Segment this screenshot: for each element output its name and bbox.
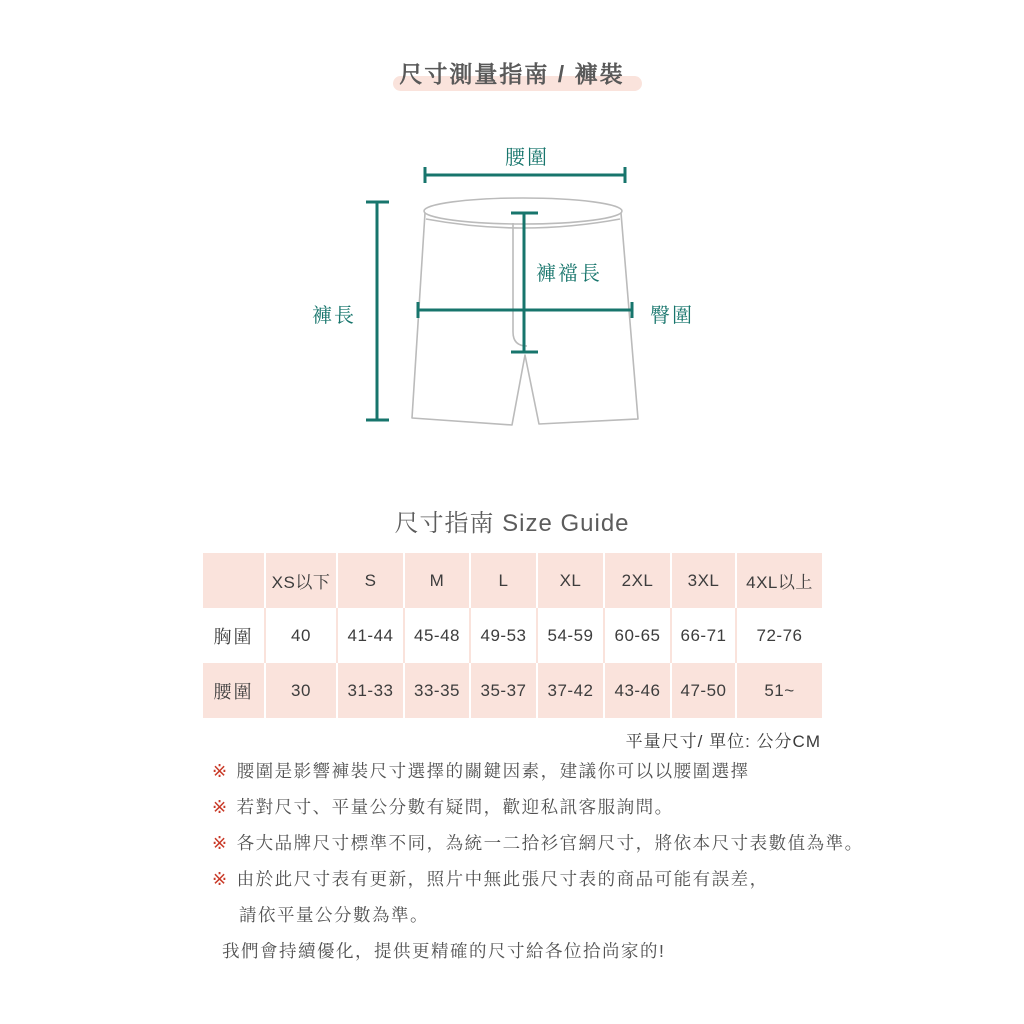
chest-value: 54-59 bbox=[537, 608, 604, 663]
hip-label: 臀圍 bbox=[650, 305, 694, 327]
waist-value: 30 bbox=[265, 663, 337, 718]
crotch-measure-line bbox=[511, 213, 538, 352]
size-col-header: S bbox=[337, 553, 404, 608]
waist-value: 43-46 bbox=[604, 663, 671, 718]
note-marker-icon: ※ bbox=[212, 869, 229, 889]
waist-row-label: 腰圍 bbox=[203, 663, 265, 718]
page-title-text: 尺寸測量指南 / 褲裝 bbox=[399, 61, 625, 87]
size-col-header: XL bbox=[537, 553, 604, 608]
waist-value: 37-42 bbox=[537, 663, 604, 718]
note-continuation: 請依平量公分數為準。 bbox=[239, 905, 429, 925]
crotch-length-label: 褲襠長 bbox=[536, 263, 602, 285]
note-marker-icon: ※ bbox=[212, 761, 229, 781]
waist-value: 31-33 bbox=[337, 663, 404, 718]
unit-note: 平量尺寸/ 單位: 公分CM bbox=[625, 732, 821, 751]
chest-value: 40 bbox=[265, 608, 337, 663]
size-table-header-row bbox=[203, 553, 822, 608]
size-col-header: 3XL bbox=[671, 553, 736, 608]
page-title bbox=[399, 56, 624, 89]
closing-message: 我們會持續優化，提供更精確的尺寸給各位拾尚家的! bbox=[222, 941, 666, 961]
waist-value: 47-50 bbox=[671, 663, 736, 718]
note-item bbox=[212, 867, 852, 891]
size-table-corner-cell bbox=[203, 553, 265, 608]
note-marker-icon: ※ bbox=[212, 797, 229, 817]
note-item bbox=[212, 795, 852, 819]
note-item bbox=[212, 759, 852, 783]
length-measure-line bbox=[366, 202, 389, 420]
chest-value: 66-71 bbox=[671, 608, 736, 663]
pants-length-label: 褲長 bbox=[312, 305, 356, 327]
chest-row-label: 胸圍 bbox=[203, 608, 265, 663]
note-text: 各大品牌尺寸標準不同，為統一二拾衫官網尺寸，將依本尺寸表數值為準。 bbox=[236, 833, 864, 853]
page-title-row bbox=[0, 56, 1024, 89]
size-table bbox=[203, 553, 822, 718]
waist-row bbox=[203, 663, 822, 718]
notes-section bbox=[212, 759, 864, 975]
note-text: 由於此尺寸表有更新，照片中無此張尺寸表的商品可能有誤差， bbox=[236, 869, 769, 889]
shorts-diagram-svg bbox=[298, 130, 728, 465]
chest-value: 49-53 bbox=[470, 608, 537, 663]
pants-measurement-diagram bbox=[298, 130, 728, 465]
size-guide-heading: 尺寸指南 Size Guide bbox=[394, 510, 630, 537]
note-item bbox=[212, 831, 864, 855]
size-col-header: L bbox=[470, 553, 537, 608]
size-col-header: 2XL bbox=[604, 553, 671, 608]
size-col-header: M bbox=[404, 553, 470, 608]
waist-label: 腰圍 bbox=[505, 147, 549, 169]
note-text: 若對尺寸、平量公分數有疑問，歡迎私訊客服詢問。 bbox=[236, 797, 674, 817]
chest-value: 45-48 bbox=[404, 608, 470, 663]
chest-value: 41-44 bbox=[337, 608, 404, 663]
chest-row bbox=[203, 608, 822, 663]
measurement-lines bbox=[366, 167, 632, 420]
size-col-header: XS以下 bbox=[265, 553, 337, 608]
note-text: 腰圍是影響褲裝尺寸選擇的關鍵因素，建議你可以以腰圍選擇 bbox=[236, 761, 750, 781]
chest-value: 60-65 bbox=[604, 608, 671, 663]
chest-value: 72-76 bbox=[736, 608, 822, 663]
note-marker-icon: ※ bbox=[212, 833, 229, 853]
waist-value: 51~ bbox=[736, 663, 822, 718]
waist-value: 33-35 bbox=[404, 663, 470, 718]
size-col-header: 4XL以上 bbox=[736, 553, 822, 608]
waist-value: 35-37 bbox=[470, 663, 537, 718]
